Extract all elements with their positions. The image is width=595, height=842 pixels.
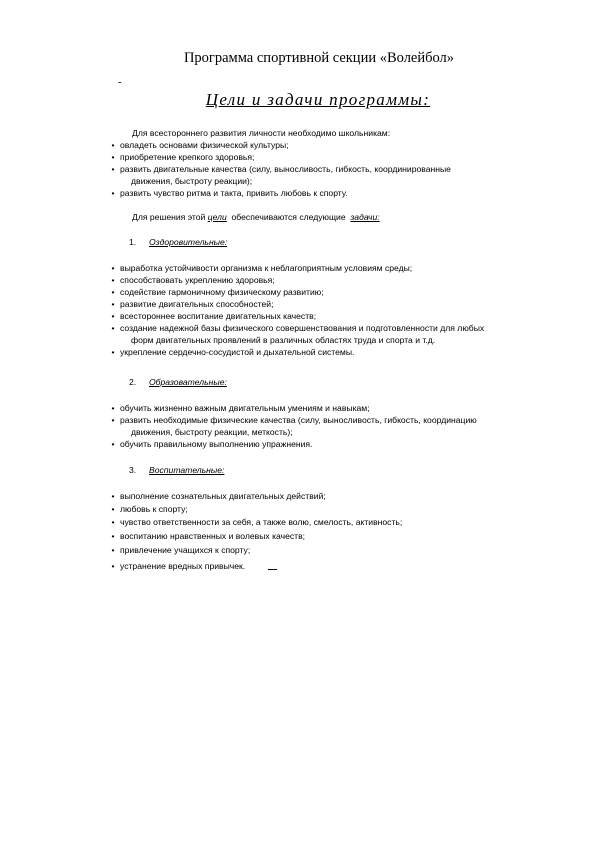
list-item-continuation: движения, быстроту реакции); (131, 176, 253, 186)
tasks-intro: Для решения этой цели обеспечиваются следующие задачи: (132, 212, 380, 222)
trailing-underline (268, 569, 277, 570)
bullet-icon: • (111, 517, 115, 527)
bullet-icon: • (111, 275, 115, 285)
bullet-icon: • (111, 287, 115, 297)
list-item-continuation: форм двигательных проявлений в различных областях труда и спорта и т.д. (131, 335, 436, 345)
bullet-icon: • (111, 188, 115, 198)
bullet-icon: • (111, 491, 115, 501)
section-subtitle: Цели и задачи программы: (205, 90, 431, 109)
tasks-word: задачи: (350, 212, 380, 222)
bullet-icon: • (111, 504, 115, 514)
bullet-icon: • (111, 545, 115, 555)
bullet-icon: • (111, 152, 115, 162)
bullet-icon: • (111, 323, 115, 333)
dash-mark: - (118, 76, 122, 88)
bullet-icon: • (111, 347, 115, 357)
bullet-icon: • (111, 299, 115, 309)
document-title: Программа спортивной секции «Волейбол» (183, 50, 455, 66)
document-page: Программа спортивной секции «Волейбол» - Цели и задачи программы: Для всестороннего развития личности необходимо школьникам: • овладеть основами физической культуры; • приобретение крепкого здоровья; • развить двигательные качества (силу, выносливость, гибкость, координированные движения, быстроту реакции); • развить чувство ритма и такта, привить любовь к спорту. Для решения этой цели обеспечиваются следующие задачи: 1. Оздоровительные: • выработка устойчивости организма к неблагоприятным условиям среды; • способствовать укреплению здоровья; • содействие гармоничному физическому развитию; • развитие двигательных способностей; • всестороннее воспитание двигательных качеств; • создание надежной базы физического совершенствования и подготовленности для любых форм двигательных проявлений в различных областях труда и спорта и т.д. • укрепление сердечно-сосудистой и дыхательной системы. 2. Образовательные: • обучить жизненно важным двигательным умениям и навыкам; • развить необходимые физические качества (силу, выносливость, гибкость, координацию движения, быстроту реакции, меткость); • обучить правильному выполнению упражнения. 3. Воспитательные: • выполнение сознательных двигательных действий; • любовь к спорту; • чувство ответственности за себя, а также волю, смелость, активность; • воспитанию нравственных и волевых качеств; • привлечение учащихся к спорту; • устранение вредных привычек. (0, 0, 595, 842)
bullet-icon: • (111, 439, 115, 449)
bullet-icon: • (111, 164, 115, 174)
bullet-icon: • (111, 140, 115, 150)
bullet-icon: • (111, 561, 115, 571)
bullet-icon: • (111, 415, 115, 425)
list-item-continuation: движения, быстроту реакции, меткость); (131, 427, 293, 437)
section-heading-upbringing: 3. Воспитательные: (129, 465, 225, 475)
bullet-icon: • (111, 531, 115, 541)
goal-word: цели (207, 212, 227, 222)
section-heading-health: 1. Оздоровительные: (129, 237, 228, 247)
bullet-icon: • (111, 311, 115, 321)
intro-text: Для всестороннего развития личности необходимо школьникам: (132, 128, 391, 138)
bullet-icon: • (111, 403, 115, 413)
section-heading-education: 2. Образовательные: (129, 377, 227, 387)
bullet-icon: • (111, 263, 115, 273)
